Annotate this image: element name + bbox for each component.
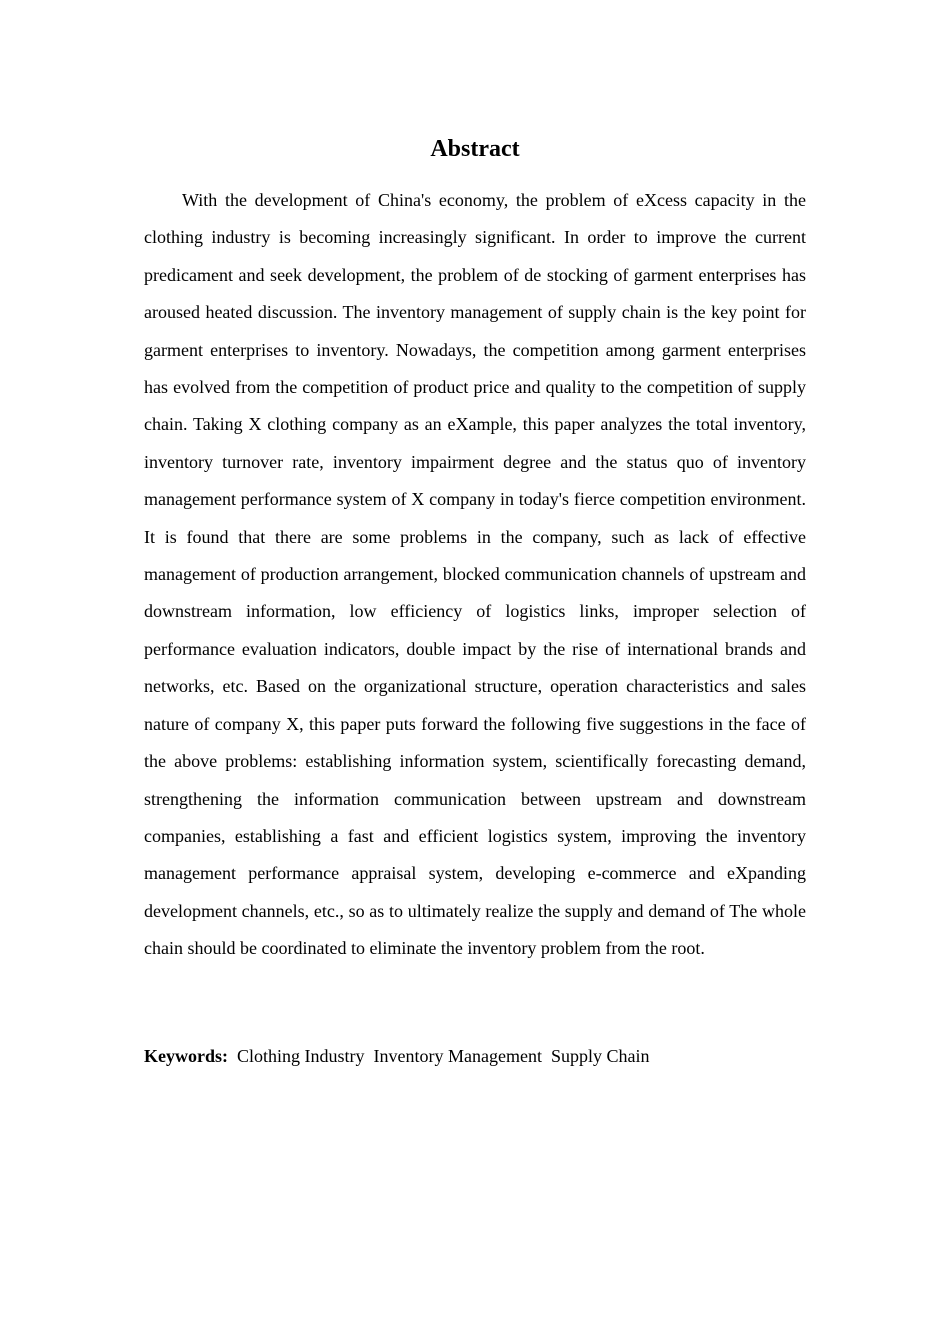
keywords-label: Keywords: bbox=[144, 1046, 228, 1066]
keywords-line bbox=[144, 1040, 806, 1072]
abstract-title: Abstract bbox=[430, 136, 520, 162]
abstract-body: With the development of China's economy, the problem of eXcess capacity in the clothing industry is becoming increasingly significant. In order to improve the current predicament and seek development, the problem of de stocking of garment enterprises has aroused heated discussion. The inventory management of supply chain is the key point for garment enterprises to inventory. Nowadays, the competition among garment enterprises has evolved from the competition of product price and quality to the competition of supply chain. Taking X clothing company as an eXample, this paper analyzes the total inventory, inventory turnover rate, inventory impairment degree and the status quo of inventory management performance system of X company in today's fierce competition environment. It is found that there are some problems in the company, such as lack of effective management of production arrangement, blocked communication channels of upstream and downstream information, low efficiency of logistics links, improper selection of performance evaluation indicators, double impact by the rise of international brands and networks, etc. Based on the organizational structure, operation characteristics and sales nature of company X, this paper puts forward the following five suggestions in the face of the above problems: establishing information system, scientifically forecasting demand, strengthening the information communication between upstream and downstream companies, establishing a fast and efficient logistics system, improving the inventory management performance appraisal system, developing e-commerce and eXpanding development channels, etc., so as to ultimately realize the supply and demand of The whole chain should be coordinated to eliminate the inventory problem from the root. bbox=[144, 190, 806, 959]
keywords-list: Clothing Industry Inventory Management Supply Chain bbox=[228, 1046, 650, 1066]
